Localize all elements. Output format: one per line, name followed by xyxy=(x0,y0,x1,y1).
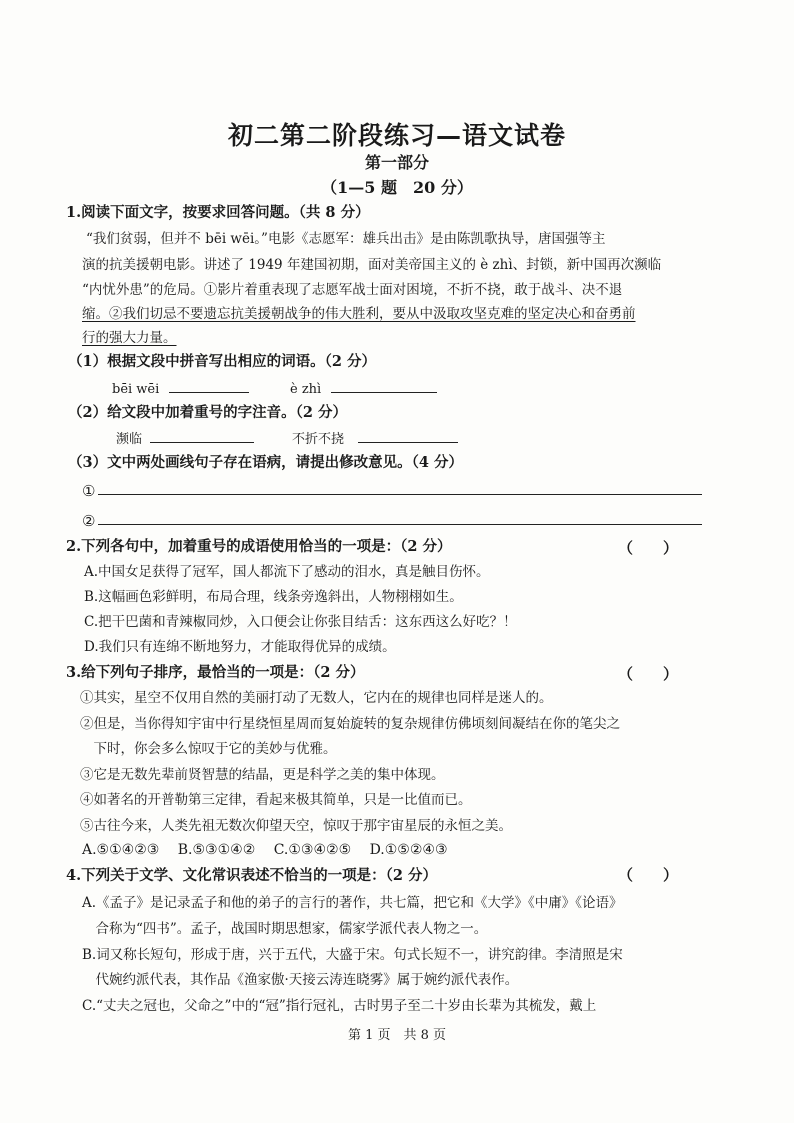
q2-option-d: D.我们只有连绵不断地努力，才能取得优异的成绩。 xyxy=(84,639,396,655)
q1-sub2-item-a xyxy=(116,428,254,450)
answer-line-2[interactable] xyxy=(98,524,702,525)
exam-title: 初二第二阶段练习—语文试卷 xyxy=(227,121,566,150)
q1-sub1-item-a xyxy=(112,378,249,400)
q4-answer-paren[interactable]: （ ） xyxy=(618,866,679,884)
q4-option-b: B.词又称长短句，形成于唐，兴于五代，大盛于宋。句式长短不一，讲究韵律。李清照是宋 xyxy=(82,947,623,963)
q3-answer-paren[interactable]: （ ） xyxy=(618,665,679,683)
page-footer: 第 1 页 共 8 页 xyxy=(347,1028,447,1043)
q1-passage-line-4: 缩。②我们切忌不要遗忘抗美援朝战争的伟大胜利，要从中汲取攻坚克难的坚定决心和奋勇前 xyxy=(82,306,636,322)
q1-sub1: （1）根据文段中拼音写出相应的词语。（2 分） xyxy=(68,353,376,370)
q3-item-4: ④如著名的开普勒第三定律，看起来极其简单，只是一比值而已。 xyxy=(80,792,472,808)
q2-option-b: B.这幅画色彩鲜明，布局合理，线条旁逸斜出，人物栩栩如生。 xyxy=(84,589,463,605)
q1-passage-line-1: “我们贫弱，但并不 bēi wēi。”电影《志愿军：雄兵出击》是由陈凯歌执导，唐国强等主 xyxy=(86,231,606,247)
answer-blank[interactable] xyxy=(169,378,249,393)
word-label: 不折不挠 xyxy=(292,432,345,447)
q2-option-c: C.把干巴菌和青辣椒同炒，入口便会让你张目结舌：这东西这么好吃？！ xyxy=(84,614,517,630)
q1-passage-line-3: “内忧外患”的危局。①影片着重表现了志愿军战士面对困境，不折不挠，敢于战斗、决不退 xyxy=(82,282,623,298)
answer-blank[interactable] xyxy=(150,428,254,443)
q1-sub3-marker-1: ① xyxy=(82,482,96,500)
q4-option-a-cont: 合称为“四书”。孟子，战国时期思想家，儒家学派代表人物之一。 xyxy=(82,921,488,937)
q3-item-1: ①其实，星空不仅用自然的美丽打动了无数人，它内在的规律也同样是迷人的。 xyxy=(80,690,553,706)
q1-sub1-item-b xyxy=(290,378,437,400)
q3-item-2: ②但是，当你得知宇宙中行星绕恒星周而复始旋转的复杂规律仿佛顷刻间凝结在你的笔尖之 xyxy=(80,716,620,732)
q1-passage-line-2: 演的抗美援朝电影。讲述了 1949 年建国初期，面对美帝国主义的 è zhì、封锁，新中国再次濒临 xyxy=(82,257,662,273)
q3-item-2-cont: 下时，你会多么惊叹于它的美妙与优雅。 xyxy=(80,741,337,757)
q4-option-a: A.《孟子》是记录孟子和他的弟子的言行的著作，共七篇，把它和《大学》《中庸》《论语》 xyxy=(82,895,623,911)
answer-blank[interactable] xyxy=(358,428,458,443)
q1-passage-line-5: 行的强大力量。 xyxy=(82,330,177,346)
q1-sub2-item-b xyxy=(292,428,458,450)
pinyin-label: bēi wēi xyxy=(112,382,160,397)
q4-stem: 4.下列关于文学、文化常识表述不恰当的一项是：（2 分） xyxy=(66,867,438,884)
q1-sub3-marker-2: ② xyxy=(82,512,96,530)
answer-line-1[interactable] xyxy=(98,494,702,495)
q2-option-a: A.中国女足获得了冠军，国人都流下了感动的泪水，真是触目伤怀。 xyxy=(84,564,490,580)
word-label: 濒临 xyxy=(116,432,143,447)
q3-stem: 3.给下列句子排序，最恰当的一项是：（2 分） xyxy=(66,664,365,681)
q3-choices: A.⑤①④②③ B.⑤③①④② C.①③④②⑤ D.①⑤②④③ xyxy=(82,842,448,858)
q1-stem: 1.阅读下面文字，按要求回答问题。（共 8 分） xyxy=(66,204,370,221)
q3-item-3: ③它是无数先辈前贤智慧的结晶，更是科学之美的集中体现。 xyxy=(80,767,445,783)
q4-option-b-cont: 代婉约派代表，其作品《渔家傲·天接云涛连晓雾》属于婉约派代表作。 xyxy=(82,972,519,988)
q3-item-5: ⑤古往今来，人类先祖无数次仰望天空，惊叹于那宇宙星辰的永恒之美。 xyxy=(80,818,512,834)
answer-blank[interactable] xyxy=(331,378,437,393)
pinyin-label: è zhì xyxy=(290,382,322,397)
part-heading: 第一部分 xyxy=(364,153,429,172)
q1-sub3: （3）文中两处画线句子存在语病，请提出修改意见。（4 分） xyxy=(68,454,463,471)
question-range: （1—5 题 20 分） xyxy=(321,178,473,197)
q2-answer-paren[interactable]: （ ） xyxy=(618,539,679,557)
q4-option-c: C.“丈夫之冠也，父命之”中的“冠”指行冠礼，古时男子至二十岁由长辈为其梳发，戴上 xyxy=(82,998,597,1014)
q1-sub2: （2）给文段中加着重号的字注音。（2 分） xyxy=(68,404,347,421)
q2-stem: 2.下列各句中，加着重号的成语使用恰当的一项是：（2 分） xyxy=(66,538,452,555)
